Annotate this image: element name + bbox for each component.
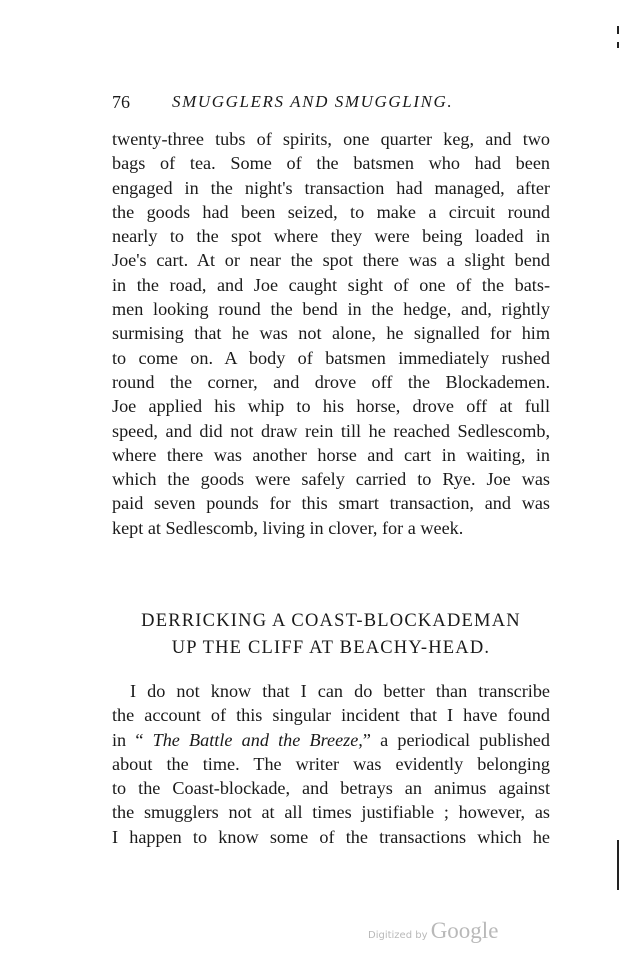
quote-close: ” a periodical published [362, 729, 550, 750]
paragraph-2 [112, 679, 550, 849]
text-line: Joe's cart. At or near the spot there was a slight bend [112, 250, 550, 271]
section-heading-line-1: DERRICKING A COAST-BLOCKADEMAN [141, 611, 521, 631]
text-line: surmising that he was not alone, he signalled for him [112, 323, 550, 344]
text-line: the goods had been seized, to make a circuit round [112, 201, 550, 222]
scan-edge-mark [617, 840, 619, 890]
text-line: to the Coast-blockade, and betrays an animus against [112, 778, 550, 799]
text-line: the smugglers not at all times justifiable ; however, as [112, 802, 550, 823]
google-logo: Google [430, 918, 499, 943]
scan-edge-mark [617, 42, 619, 48]
text-line: twenty-three tubs of spirits, one quarter keg, and two [112, 129, 550, 149]
text-line: kept at Sedlescomb, living in clover, for a week. [112, 517, 464, 538]
text-line: engaged in the night's transaction had managed, after [112, 177, 550, 198]
text-line: men looking round the bend in the hedge, and, rightly [112, 299, 550, 320]
page-header [112, 92, 532, 114]
paragraph-1 [112, 127, 550, 540]
scan-edge-mark [617, 26, 619, 34]
text-line [112, 728, 550, 752]
text-line: round the corner, and drove off the Blockademen. [112, 371, 550, 392]
google-watermark [368, 918, 498, 944]
text-line: I do not know that I can do better than transcribe [130, 681, 550, 701]
text-line: about the time. The writer was evidently belonging [112, 753, 550, 774]
section-heading-line-2: UP THE CLIFF AT BEACHY-HEAD. [171, 638, 491, 658]
text-line: paid seven pounds for this smart transaction, and was [112, 493, 550, 514]
text-line: I happen to know some of the transactions which he [112, 826, 550, 847]
text-line: to come on. A body of batsmen immediately rushed [112, 347, 550, 368]
section-heading [112, 608, 550, 662]
text-line: bags of tea. Some of the batsmen who had been [112, 153, 550, 174]
watermark-prefix: Digitized by [368, 930, 431, 941]
text-line: where there was another horse and cart in waiting, in [112, 444, 550, 465]
quote-open: in “ [112, 729, 153, 750]
page-number: 76 [112, 92, 130, 112]
text-line: which the goods were safely carried to Rye. Joe was [112, 469, 550, 490]
periodical-title: The Battle and the Breeze, [152, 729, 363, 750]
text-line: Joe applied his whip to his horse, drove off at full [112, 396, 550, 417]
text-line: nearly to the spot where they were being loaded in [112, 226, 550, 247]
text-line: speed, and did not draw rein till he reached Sedlescomb, [112, 420, 550, 441]
text-line: in the road, and Joe caught sight of one of the bats- [112, 274, 550, 295]
running-title: SMUGGLERS AND SMUGGLING. [172, 92, 454, 111]
text-line: the account of this singular incident that I have found [112, 705, 550, 726]
